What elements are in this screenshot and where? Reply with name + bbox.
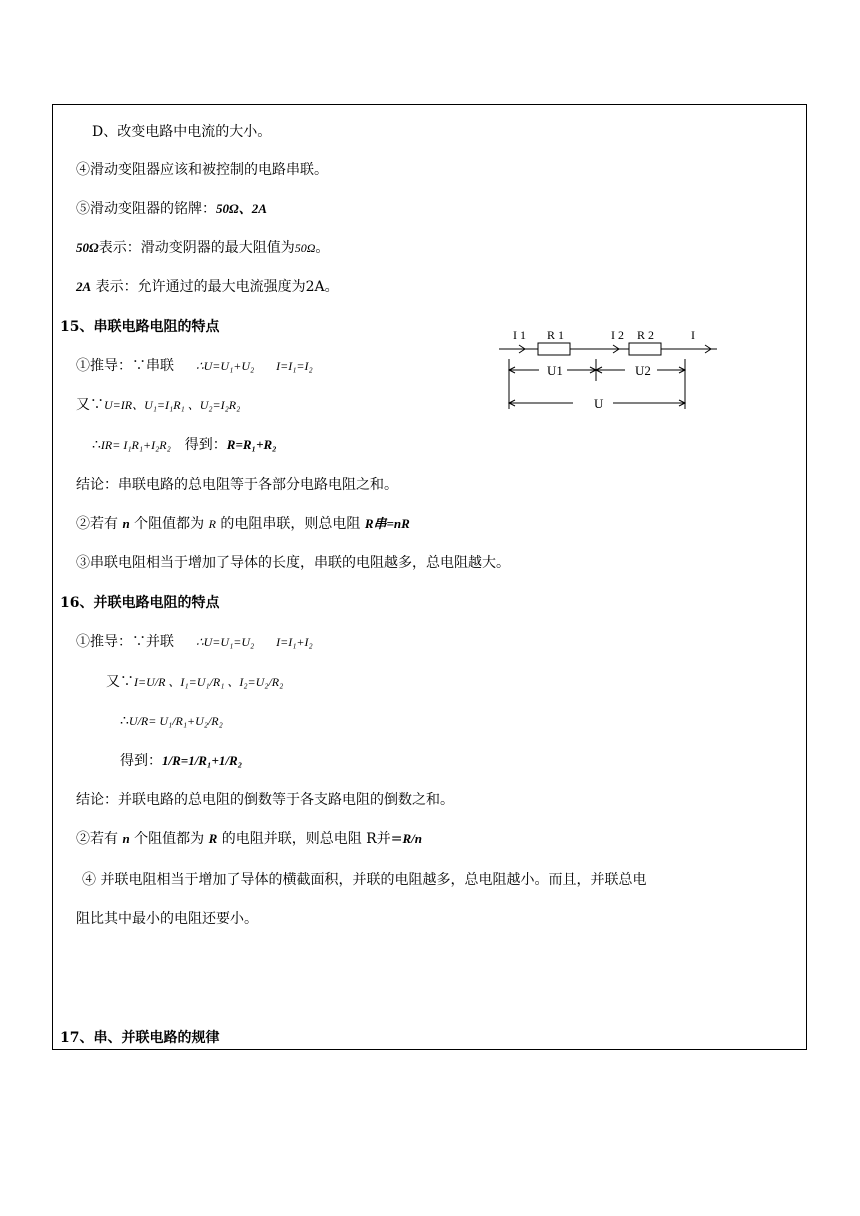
series-derivation-3: ∴IR= I₁R₁+I₂R₂ 得到：R=R₁+R₂ [92, 437, 277, 453]
label-u: U [594, 396, 604, 411]
series-conclusion: 结论：串联电路的总电阻等于各部分电路电阻之和。 [76, 477, 398, 493]
label-i1: I 1 [513, 328, 526, 342]
parallel-conclusion: 结论：并联电路的总电阻的倒数等于各支路电阻的倒数之和。 [76, 792, 454, 808]
parallel-area-note: ④ 并联电阻相当于增加了导体的横截面积，并联的电阻越多，总电阻越小。而且，并联总电 [82, 872, 647, 888]
option-d: D、改变电路中电流的大小。 [92, 124, 272, 140]
parallel-derivation-1: ①推导：∵并联 ∴U=U₁=U₂ I=I₁+I₂ [76, 634, 313, 650]
parallel-area-note-cont: 阻比其中最小的电阻还要小。 [76, 911, 258, 927]
rating-2a: 2A 表示：允许通过的最大电流强度为2A。 [76, 279, 339, 295]
parallel-derivation-2: 又∵I=U/R 、I₁=U₁/R₁ 、I₂=U₂/R₂ [106, 674, 284, 690]
heading-15: 15、串联电路电阻的特点 [60, 319, 220, 335]
series-derivation-1: ①推导：∵串联 ∴U=U₁+U₂ I=I₁=I₂ [76, 358, 313, 374]
heading-16: 16、并联电路电阻的特点 [60, 595, 220, 611]
label-u2: U2 [635, 363, 651, 378]
series-n-resistors: ②若有 n 个阻值都为 R 的电阻串联，则总电阻 R串=nR [76, 516, 410, 532]
label-i: I [691, 328, 695, 342]
parallel-result: 得到：1/R=1/R₁+1/R₂ [120, 753, 243, 769]
heading-17: 17、串、并联电路的规律 [60, 1030, 220, 1046]
series-circuit-diagram [495, 325, 725, 415]
point-5: ⑤滑动变阻器的铭牌：50Ω、2A [76, 201, 267, 217]
label-r1: R 1 [547, 328, 565, 342]
series-derivation-2: 又∵U=IR、U₁=I₁R₁ 、U₂=I₂R₂ [76, 397, 241, 413]
rating-50ohm: 50Ω表示：滑动变阴器的最大阻值为50Ω。 [76, 240, 330, 256]
series-length-note: ③串联电阻相当于增加了导体的长度，串联的电阻越多，总电阻越大。 [76, 555, 510, 571]
point-4: ④滑动变阻器应该和被控制的电路串联。 [76, 162, 328, 178]
label-u1: U1 [547, 363, 563, 378]
resistor-r1 [538, 343, 570, 355]
resistor-r2 [629, 343, 661, 355]
label-r2: R 2 [637, 328, 655, 342]
parallel-n-resistors: ②若有 n 个阻值都为 R 的电阻并联，则总电阻 R并=R/n [76, 831, 422, 847]
label-i2: I 2 [611, 328, 624, 342]
parallel-derivation-3: ∴U/R= U₁/R₁+U₂/R₂ [120, 713, 223, 729]
